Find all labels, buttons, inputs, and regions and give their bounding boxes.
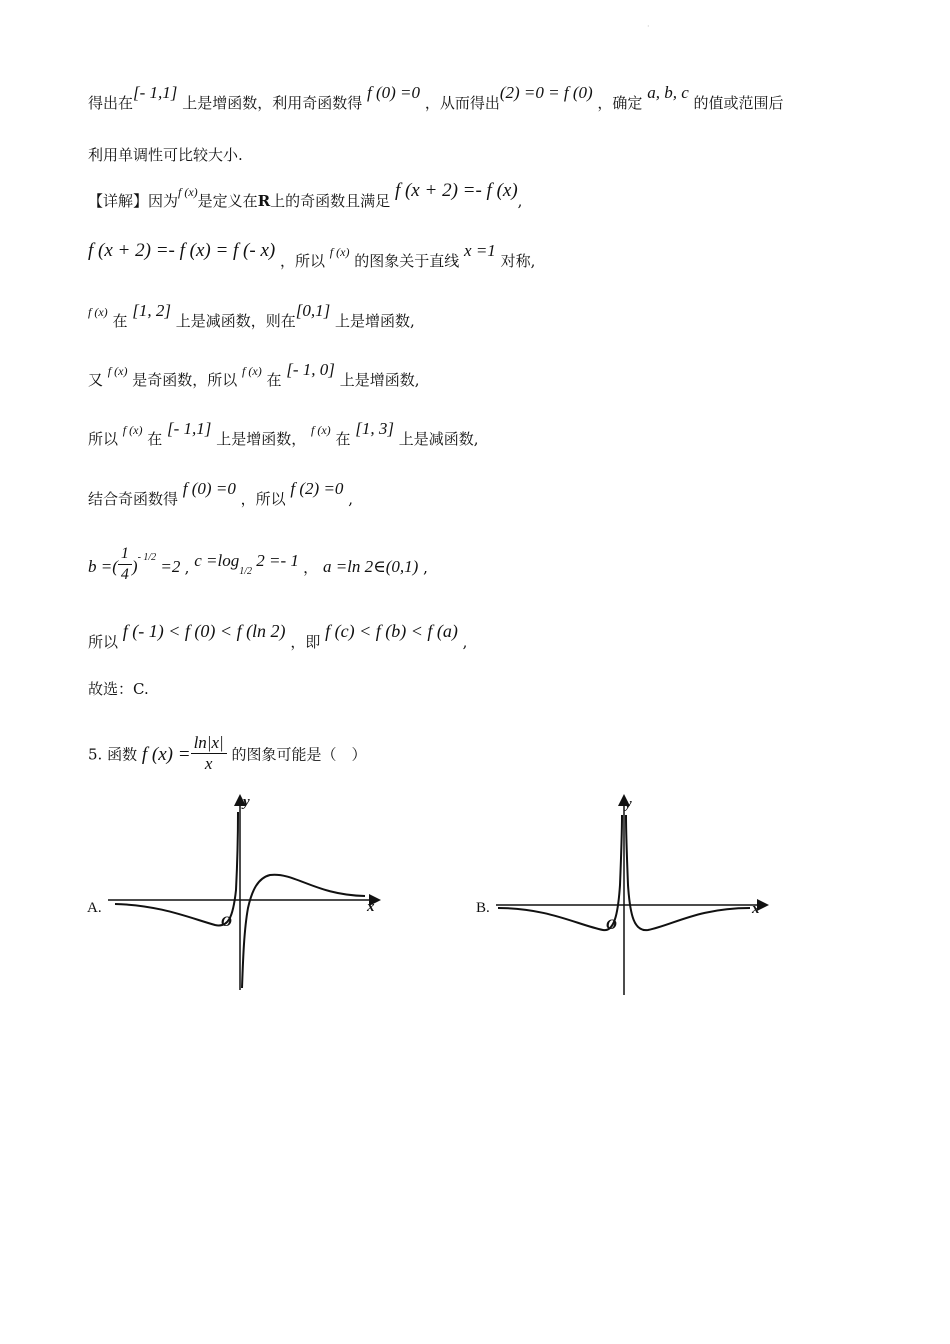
curve-left [498, 815, 622, 930]
interval-expr: [0,1] [295, 301, 331, 320]
solution-hint-line-1: 得出在[- 1,1] 上是增函数，利用奇函数得 f (0) =0 ，从而得出(2) =0 = f (0) ，确定 a, b, c 的值或范围后 [88, 83, 784, 112]
detail-line-5: 所以 $^{f (x)}$ 在 [- 1,1] 上是增函数， $^{f (x)}$ 在 [1, 3] 上是减函数, [88, 419, 479, 448]
curve-right [626, 815, 750, 930]
math-expr: f (x) [88, 305, 108, 319]
math-expr: f (x) [122, 423, 143, 437]
math-expr: a, b, c [647, 83, 689, 102]
math-expr: f (x) = [141, 743, 191, 765]
math-expr: f (- 1) < f (0) < f (ln 2) [122, 621, 286, 641]
option-a-graph [100, 790, 390, 1000]
math-expr: b =( $\frac{1}{4}$ )$^{- 1/2}$ =2 [88, 545, 181, 583]
math-expr: x =1 [464, 241, 496, 260]
option-b-x-label: x [752, 901, 760, 917]
math-expr: f (x) [311, 423, 331, 437]
option-b-y-label: y [625, 796, 632, 812]
math-expr: f (x + 2) =- f (x) [394, 180, 518, 201]
interval-expr: [- 1,1] [167, 419, 212, 438]
option-a-label: A. [87, 900, 102, 916]
curve-left [115, 812, 238, 926]
detail-line-4: 又 $^{f (x)}$ 是奇函数，所以 $^{f (x)}$ 在 [- 1, 0] 上是增函数, [88, 360, 420, 389]
interval-expr: [1, 3] [355, 419, 394, 438]
interval-expr: [1, 2] [132, 301, 171, 320]
math-expr: f (x) [329, 245, 350, 259]
option-a-y-label: y [243, 794, 250, 810]
math-expr: f (x) [242, 364, 262, 378]
detail-line-7: b =( $\frac{1}{4}$ )$^{- 1/2}$ =2 , $c =\log_{1/2}$ 2 =- 1 ， a =ln 2∈(0,1) , [88, 545, 428, 583]
option-a-x-label: x [367, 899, 375, 915]
math-expr: f (0) =0 [367, 83, 421, 102]
math-expr: f (x) [178, 185, 198, 199]
detail-line-3: $^{f (x)}$ 在 [1, 2] 上是减函数，则在[0,1] 上是增函数, [88, 301, 415, 330]
detail-line-1: 【详解】因为$^{f (x)}$是定义在R上的奇函数且满足 f (x + 2) =- f (x), [88, 180, 523, 210]
marker-dot: · [647, 22, 650, 31]
option-b-label: B. [476, 900, 490, 916]
question-5: 5. 函数 f (x) = $\frac{\ln|x|}{x}$ 的图象可能是（ ） [88, 733, 367, 773]
detail-line-8: 所以 f (- 1) < f (0) < f (ln 2) ，即 f (c) < f (b) < f (a) , [88, 621, 468, 651]
option-a-origin-label: O [221, 914, 232, 930]
math-expr: a =ln 2∈(0,1) [322, 557, 419, 577]
option-b-origin-label: O [606, 917, 617, 933]
interval-expr: [- 1,1] [133, 83, 178, 102]
answer-line: 故选：C. [88, 680, 149, 698]
math-expr: (2) =0 = f (0) [499, 83, 593, 102]
fraction: $\frac{1}{4}$ [118, 544, 132, 585]
math-expr: f (x) [107, 364, 128, 378]
math-expr: $c =\log_{1/2}$ 2 =- 1 [194, 551, 299, 578]
math-expr: f (0) =0 [182, 479, 236, 498]
math-expr: f (2) =0 [290, 479, 344, 498]
curve-right [242, 875, 365, 988]
math-expr: f (x + 2) =- f (x) = f (- x) [88, 240, 276, 261]
option-b-graph [488, 790, 778, 1000]
detail-line-2: f (x + 2) =- f (x) = f (- x) ，所以 $^{f (x)}$ 的图象关于直线 x =1 对称, [88, 240, 536, 270]
math-expr: f (c) < f (b) < f (a) [325, 621, 458, 641]
detail-line-6: 结合奇函数得 f (0) =0 ，所以 f (2) =0 , [88, 479, 353, 508]
solution-hint-line-2: 利用单调性可比较大小. [88, 146, 243, 164]
interval-expr: [- 1, 0] [286, 360, 335, 379]
fraction: $\frac{\ln|x|}{x}$ [191, 733, 227, 774]
